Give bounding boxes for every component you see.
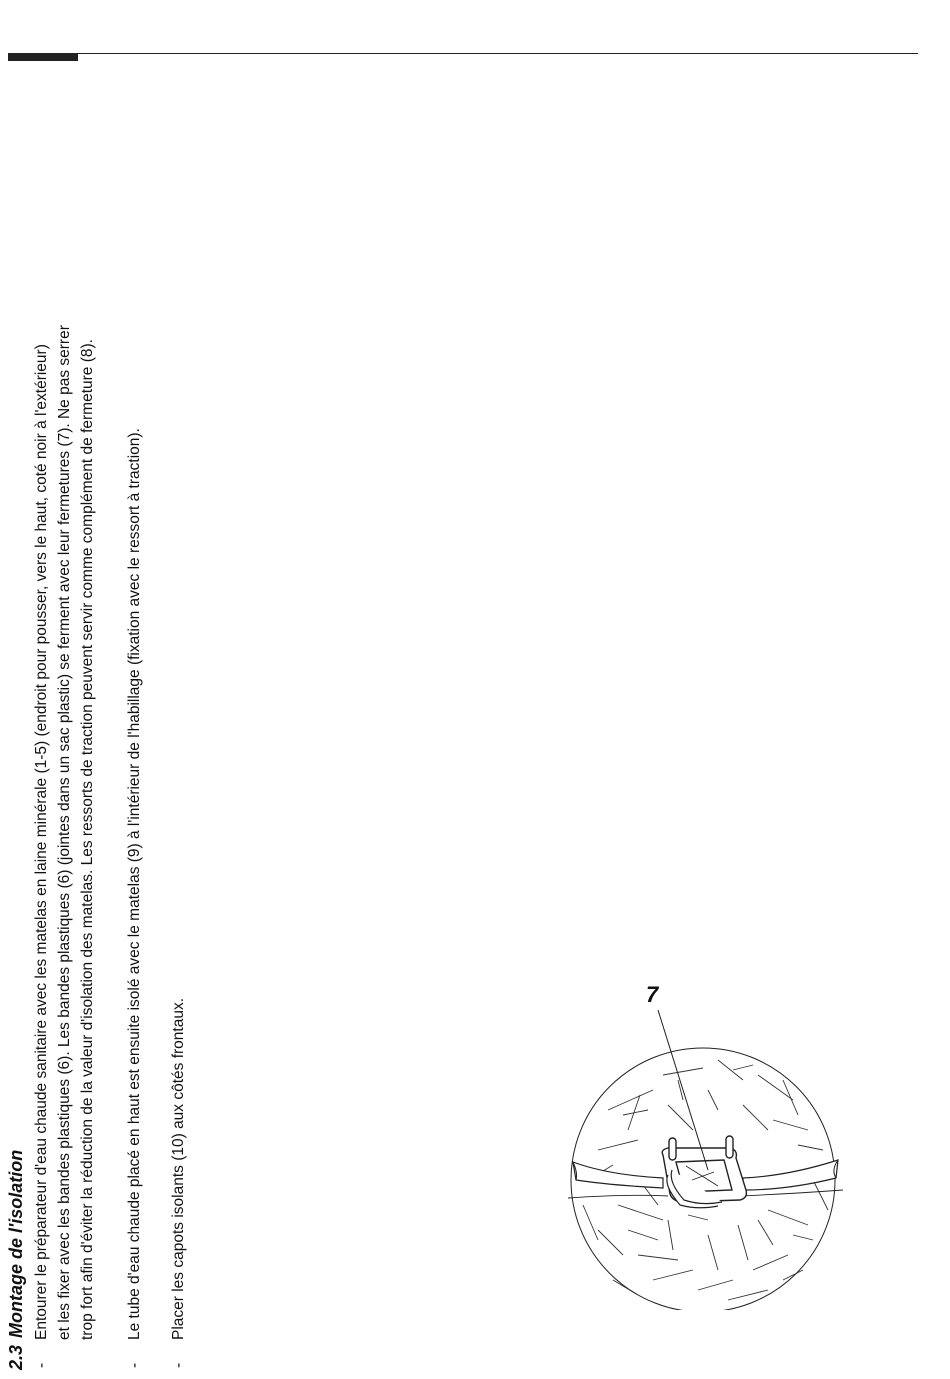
bullet-dash: - xyxy=(33,1362,50,1368)
rotated-text-column xyxy=(0,70,220,1370)
list-item-line: Placer les capots isolants (10) aux côtés frontaux. xyxy=(170,997,187,1340)
strap-buckle-detail-illustration xyxy=(568,980,843,1310)
header-rule xyxy=(8,53,918,54)
list-item-line: Entourer le préparateur d'eau chaude sanitaire avec les matelas en laine minérale (1-5) (endroit pour pousser, vers le haut, coté noir à l'extérieur) xyxy=(33,344,50,1340)
bullet-dash: - xyxy=(170,1362,187,1368)
list-item-line: Le tube d'eau chaude placé en haut est ensuite isolé avec le matelas (9) à l'intérieur de l'habillage (fixation avec le ressort à traction). xyxy=(126,428,143,1340)
bullet-dash: - xyxy=(126,1362,143,1368)
list-item xyxy=(123,428,146,1370)
section-title: Montage de l'isolation xyxy=(6,1149,26,1338)
list-item xyxy=(30,325,99,1370)
callout-label: 7 xyxy=(646,982,659,1007)
section-heading xyxy=(6,1150,27,1370)
list-item xyxy=(167,998,190,1370)
header-tab-marker xyxy=(8,54,78,61)
list-item-line: trop fort afin d'éviter la réduction de la valeur d'isolation des matelas. Les ressorts de traction peuvent servir comme complément de fermeture (8). xyxy=(79,339,96,1340)
list-item-line: et les fixer avec les bandes plastiques (6). Les bandes plastiques (6) (jointes dans un sac plastic) se ferment avec leur fermetures (7). Ne pas serrer xyxy=(56,325,73,1340)
section-number: 2.3 xyxy=(6,1344,26,1370)
